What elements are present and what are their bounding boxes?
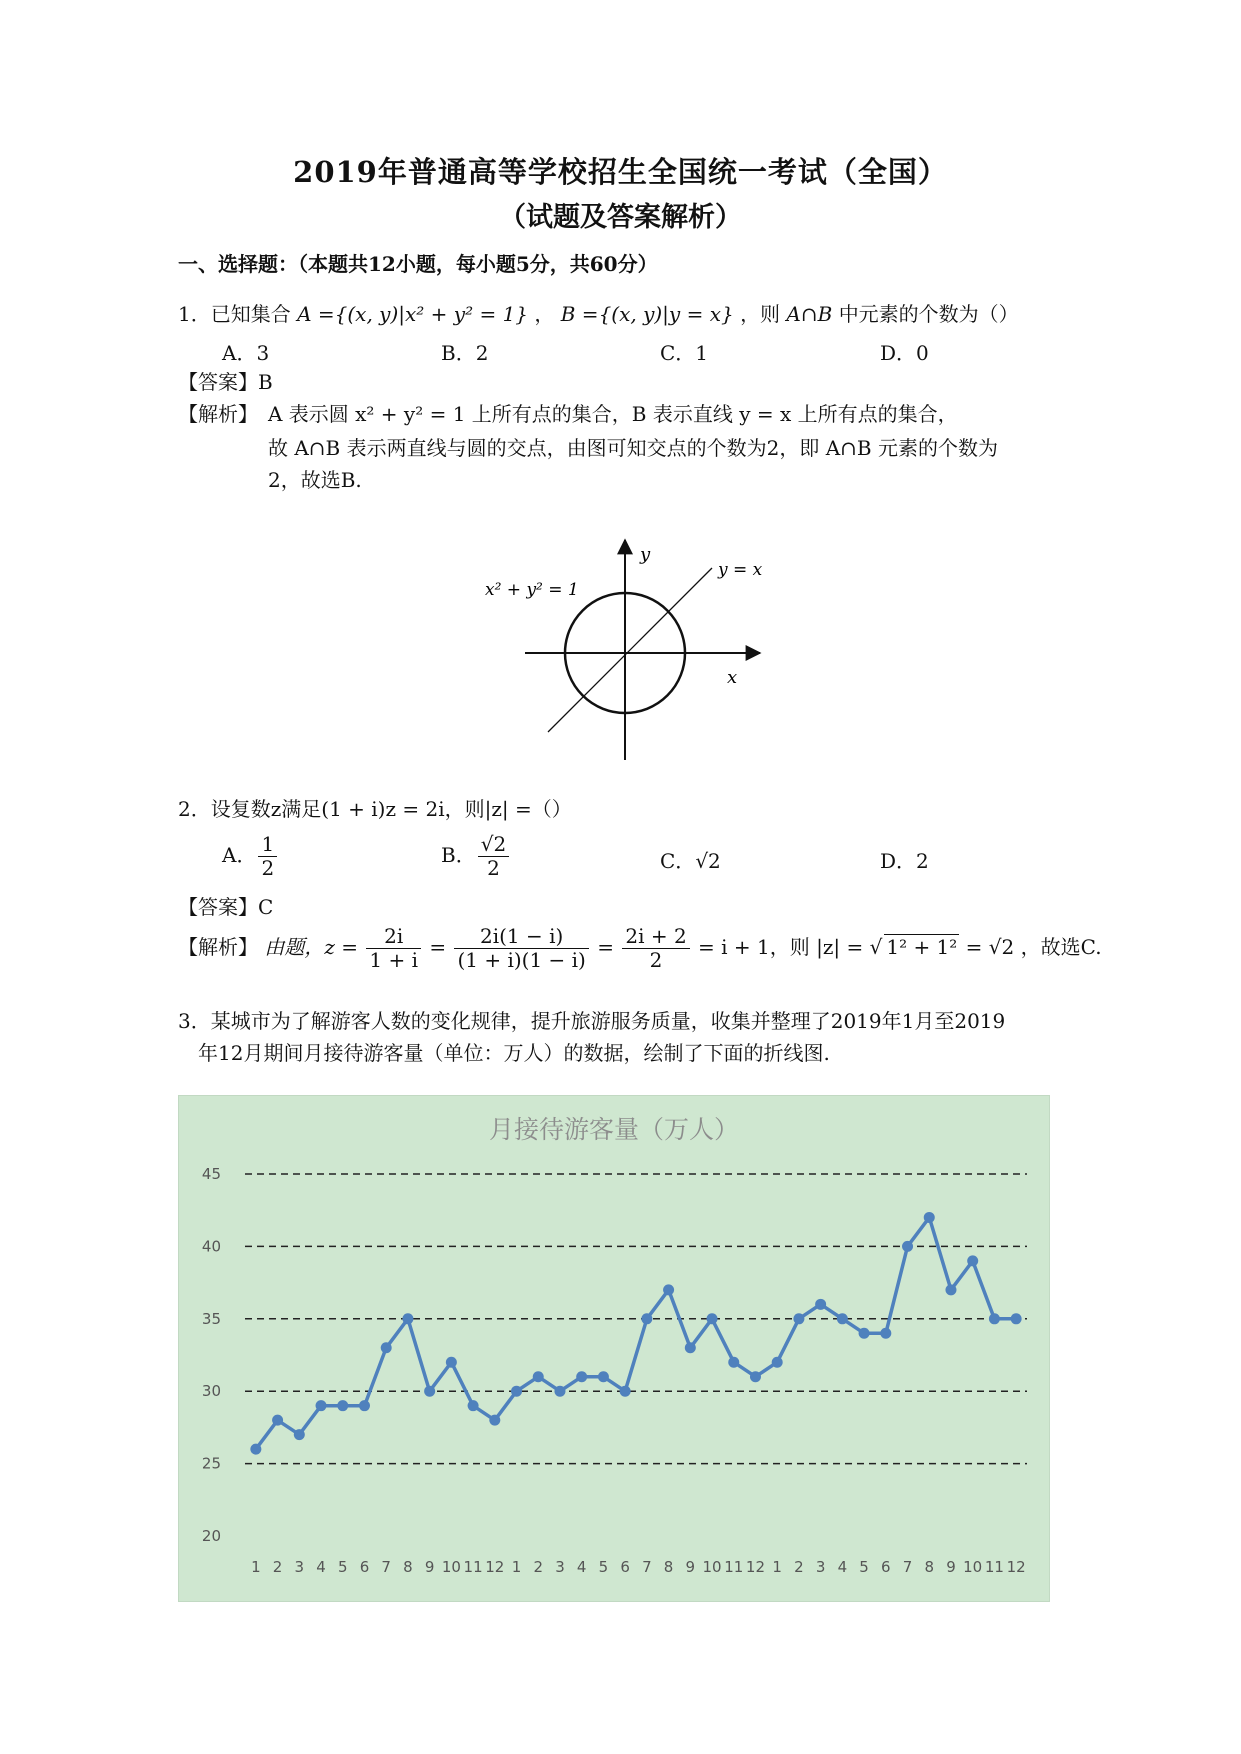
data-point	[446, 1357, 457, 1368]
x-tick-label: 3	[555, 1558, 565, 1576]
x-tick-label: 7	[381, 1558, 391, 1576]
q1-analysis-label: 【解析】	[178, 402, 258, 426]
x-tick-label: 6	[620, 1558, 630, 1576]
data-point	[793, 1313, 804, 1324]
data-point	[945, 1284, 956, 1295]
q2-option-d: D．2	[880, 849, 929, 873]
q2-fraction-2-num: 2i(1 − i)	[454, 925, 588, 949]
x-tick-label: 11	[984, 1558, 1004, 1576]
x-tick-label: 9	[424, 1558, 435, 1576]
x-tick-label: 11	[463, 1558, 483, 1576]
q1-option-d: D．0	[880, 341, 929, 365]
x-tick-label: 5	[859, 1558, 869, 1576]
data-point	[859, 1328, 870, 1339]
q2-analysis-prefix: 由题，z =	[264, 935, 359, 959]
data-point	[772, 1357, 783, 1368]
x-tick-label: 12	[485, 1558, 505, 1576]
data-point	[468, 1400, 479, 1411]
data-point	[620, 1386, 631, 1397]
data-point	[815, 1299, 826, 1310]
q1-cap: A∩B	[786, 302, 833, 326]
page-subtitle: （试题及答案解析）	[499, 202, 742, 233]
q2-option-a-fraction	[258, 833, 277, 880]
x-tick-label: 1	[772, 1558, 782, 1576]
x-tick-label: 6	[881, 1558, 891, 1576]
q2-analysis: 【解析】 由题，z = $\frac{2i}{1 + i}$ = $\frac{2i(1 - i)}{(1 + i)(1 - i)}$ = $\frac{2i + 2}{2}$ = i + 1，则 |z| = √ 1² + 1² = √2 ，故选C.	[178, 924, 1102, 972]
q3-stem-line2: 年12月期间月接待游客量（单位：万人）的数据，绘制了下面的折线图.	[198, 1041, 830, 1065]
line-chart-svg	[179, 1096, 1049, 1601]
data-point	[707, 1313, 718, 1324]
y-tick-label: 25	[201, 1454, 221, 1473]
y-tick-label: 40	[201, 1237, 221, 1256]
x-tick-label: 2	[272, 1558, 283, 1576]
q1-analysis-line3: 2，故选B.	[268, 468, 362, 492]
data-point	[663, 1284, 674, 1295]
x-tick-label: 1	[511, 1558, 522, 1576]
x-tick-label: 7	[902, 1558, 913, 1576]
y-tick-label: 30	[201, 1382, 221, 1401]
q2-sqrt-body: 1² + 1²	[886, 935, 958, 959]
q2-analysis-label: 【解析】	[178, 935, 258, 959]
data-point	[902, 1241, 913, 1252]
q2-fraction-1	[366, 925, 421, 972]
line-chart	[178, 1095, 1050, 1602]
x-tick-label: 8	[663, 1558, 674, 1576]
q1-option-c: C．1	[660, 341, 709, 365]
x-tick-label: 5	[337, 1558, 348, 1576]
y-tick-label: 45	[201, 1165, 221, 1183]
x-tick-label: 4	[837, 1558, 848, 1576]
data-point	[272, 1415, 283, 1426]
q2-fraction-3-den: 2	[649, 948, 663, 972]
q1-option-a: A．3	[222, 341, 270, 365]
q2-option-a-num: 1	[258, 833, 277, 857]
data-point	[837, 1313, 848, 1324]
x-tick-label: 11	[724, 1558, 744, 1576]
q2-fraction-2-den: (1 + i)(1 − i)	[457, 948, 586, 972]
q2-option-a-den: 2	[261, 856, 275, 880]
q2-fraction-1-num: 2i	[366, 925, 421, 949]
q1-figure	[480, 535, 770, 765]
data-point	[294, 1429, 305, 1440]
q3-stem-line1: 3．某城市为了解游客人数的变化规律，提升旅游服务质量，收集并整理了2019年1月至2019	[178, 1009, 1006, 1033]
q1-answer: 【答案】B	[178, 370, 273, 394]
data-point	[576, 1371, 587, 1382]
q2-option-b-fraction	[478, 833, 509, 880]
q1-stem-suffix: 中元素的个数为（）	[838, 302, 1019, 326]
x-tick-label: 1	[251, 1558, 261, 1576]
y-tick-label: 20	[201, 1527, 221, 1545]
data-point	[967, 1255, 978, 1266]
x-tick-label: 6	[359, 1558, 370, 1576]
q2-option-a	[222, 833, 279, 880]
data-point	[554, 1386, 565, 1397]
x-tick-label: 4	[576, 1558, 587, 1576]
x-tick-label: 7	[642, 1558, 652, 1576]
data-point	[1011, 1313, 1022, 1324]
q2-option-c-label: C．	[660, 849, 696, 873]
x-tick-label: 9	[946, 1558, 956, 1576]
x-tick-label: 5	[598, 1558, 609, 1576]
data-point	[728, 1357, 739, 1368]
q1-set-b: B ={(x, y)|y = x}	[560, 302, 734, 326]
data-point	[533, 1371, 544, 1382]
data-point	[337, 1400, 348, 1411]
q2-fraction-2	[454, 925, 588, 972]
page-title: 2019年普通高等学校招生全国统一考试（全国）	[293, 155, 948, 189]
y-tick-label: 35	[201, 1309, 221, 1328]
data-point	[880, 1328, 891, 1339]
x-tick-label: 8	[924, 1558, 935, 1576]
q1-stem: 1．已知集合 A ={(x, y)|x² + y² = 1} ， B ={(x, y)|y = x} ，则 A∩B 中元素的个数为（）	[178, 302, 1019, 326]
q1-stem-prefix: 1．已知集合	[178, 302, 291, 326]
section-heading: 一、选择题：（本题共12小题，每小题5分，共60分）	[178, 252, 658, 276]
x-tick-label: 3	[815, 1558, 826, 1576]
y-axis-label: y	[640, 544, 651, 565]
q2-fraction-1-den: 1 + i	[369, 948, 418, 972]
x-tick-label: 12	[1006, 1558, 1026, 1576]
line-equation-label: y = x	[718, 560, 763, 580]
data-point	[402, 1313, 413, 1324]
x-tick-label: 2	[794, 1558, 804, 1576]
data-point	[750, 1371, 761, 1382]
q2-answer: 【答案】C	[178, 895, 274, 919]
q1-set-a: A ={(x, y)|x² + y² = 1}	[297, 302, 529, 326]
q2-analysis-middle: = i + 1，则 |z| =	[698, 935, 864, 959]
x-axis-label: x	[727, 667, 738, 688]
q2-fraction-3	[622, 925, 689, 972]
q2-option-c	[660, 845, 721, 874]
data-point	[924, 1212, 935, 1223]
circle-equation-label: x² + y² = 1	[485, 580, 579, 600]
q2-option-b-num: √2	[478, 833, 509, 857]
data-point	[489, 1415, 500, 1426]
series-line	[256, 1217, 1016, 1449]
data-point	[641, 1313, 652, 1324]
chart-title: 月接待游客量（万人）	[488, 1115, 740, 1144]
x-tick-label: 3	[294, 1558, 305, 1576]
x-tick-label: 2	[533, 1558, 544, 1576]
data-point	[598, 1371, 609, 1382]
data-point	[359, 1400, 370, 1411]
q2-option-b-den: 2	[487, 856, 500, 880]
x-tick-label: 4	[316, 1558, 326, 1576]
q2-stem: 2．设复数z满足(1 + i)z = 2i，则|z| =（）	[178, 797, 572, 821]
q1-stem-then: ，则	[740, 302, 781, 326]
data-point	[381, 1342, 392, 1353]
q1-option-b: B．2	[441, 341, 489, 365]
q2-fraction-3-num: 2i + 2	[622, 925, 689, 949]
q2-option-c-value: √2	[695, 849, 721, 873]
q2-option-b-label: B．	[441, 843, 476, 867]
q2-option-b	[441, 833, 511, 880]
x-tick-label: 8	[403, 1558, 413, 1576]
x-tick-label: 12	[745, 1558, 766, 1576]
q2-option-a-label: A．	[222, 843, 257, 867]
q2-analysis-end: = √2 ，故选C.	[965, 935, 1102, 959]
data-point	[989, 1313, 1000, 1324]
data-point	[424, 1386, 435, 1397]
data-point	[316, 1400, 327, 1411]
x-tick-label: 10	[441, 1558, 461, 1576]
data-point	[250, 1444, 261, 1455]
data-point	[511, 1386, 522, 1397]
q1-analysis-line1: A 表示圆 x² + y² = 1 上所有点的集合，B 表示直线 y = x 上所有点的集合，	[268, 402, 958, 426]
x-tick-label: 10	[702, 1558, 722, 1576]
data-point	[685, 1342, 696, 1353]
x-tick-label: 10	[963, 1558, 983, 1576]
x-tick-label: 9	[685, 1558, 696, 1576]
q1-analysis-line2: 故 A∩B 表示两直线与圆的交点，由图可知交点的个数为2，即 A∩B 元素的个数为	[268, 436, 998, 460]
